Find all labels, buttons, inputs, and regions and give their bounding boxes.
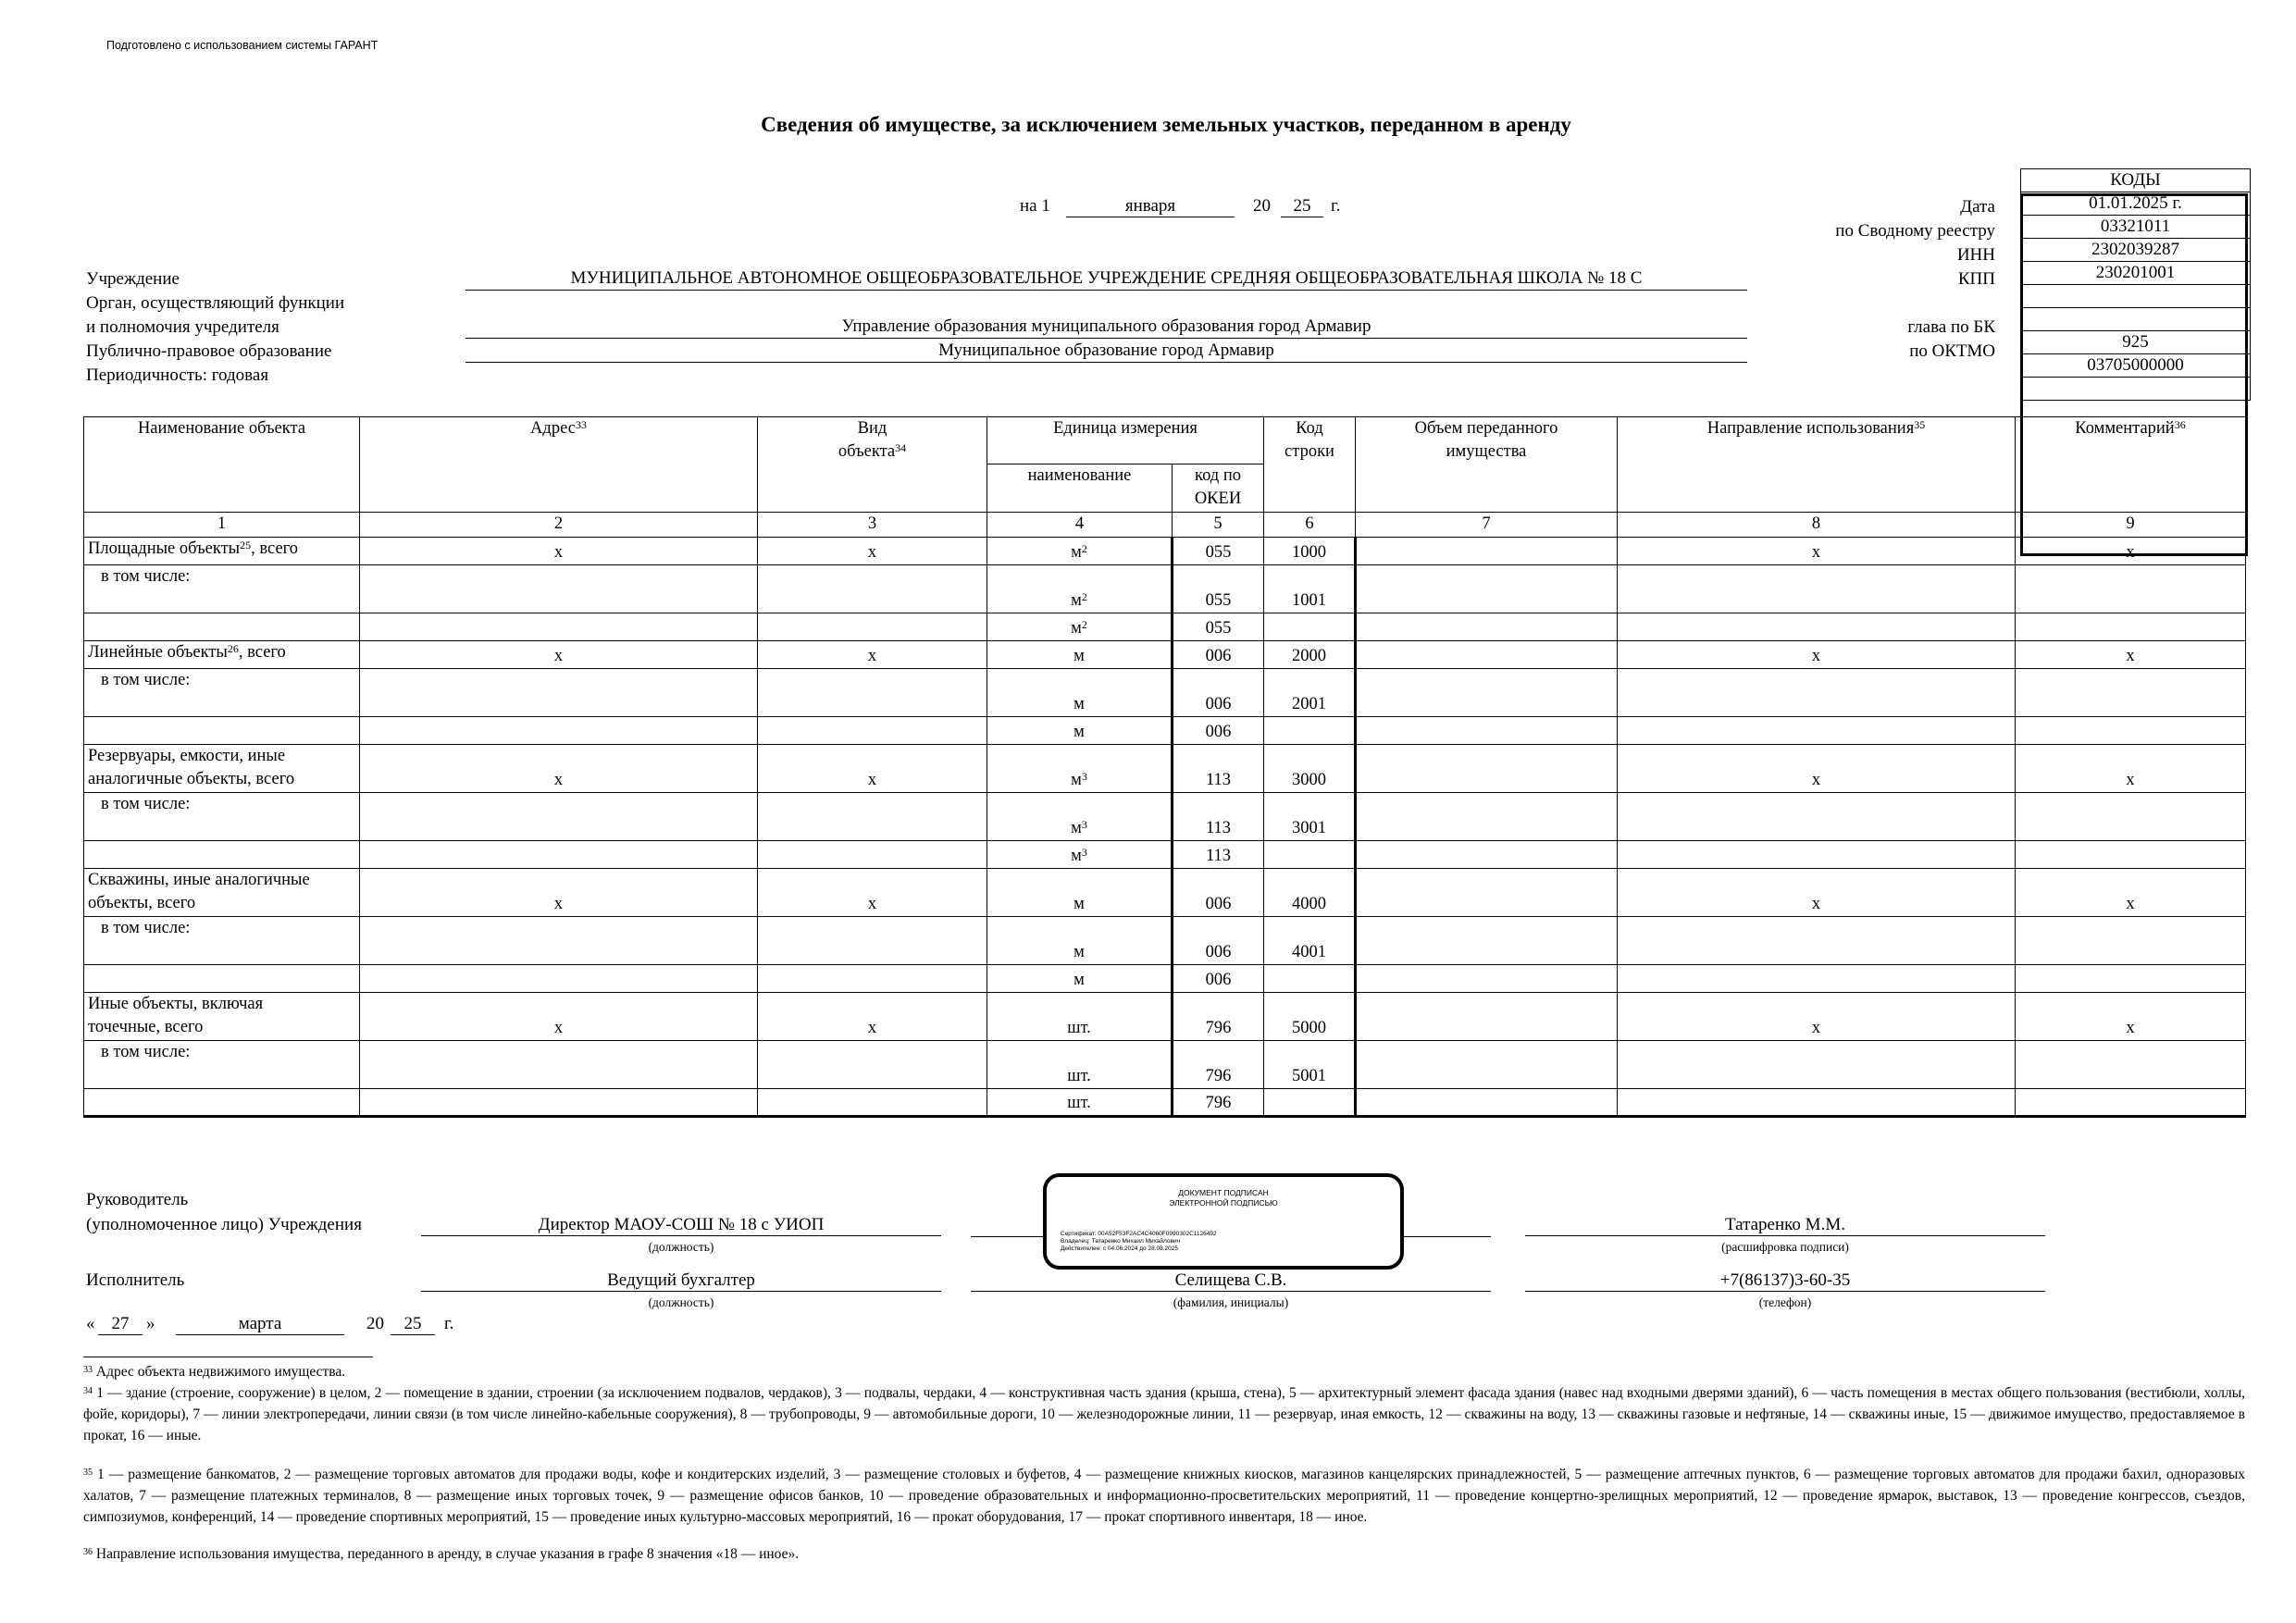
cell-unit-name <box>987 641 1173 669</box>
cell-incl-label: в том числе: <box>84 1041 360 1089</box>
col-num-9: 9 <box>2016 513 2246 538</box>
ppo-label: Публично-правовое образование <box>86 341 332 361</box>
ppo-value: Муниципальное образование город Армавир <box>465 340 1747 363</box>
row-name-line2: объекты, всего <box>88 894 196 912</box>
cell-type <box>758 669 987 717</box>
cell-address <box>360 565 758 613</box>
cell-comment <box>2016 1089 2246 1117</box>
col-num-5: 5 <box>1173 513 1264 538</box>
code-value-oktmo: 03705000000 <box>2021 354 2251 378</box>
institution-label: Учреждение <box>86 269 180 289</box>
col-num-4: 4 <box>987 513 1173 538</box>
cell-okei: 113 <box>1173 841 1264 869</box>
cell-comment <box>2016 669 2246 717</box>
executor-label: Исполнитель <box>86 1270 185 1290</box>
col-num-2: 2 <box>360 513 758 538</box>
cell-type: х <box>758 869 987 917</box>
cell-direction: х <box>1618 538 2016 565</box>
cell-type <box>758 565 987 613</box>
cell-line-code <box>1264 1089 1356 1117</box>
cell-okei: 796 <box>1173 1089 1264 1117</box>
cell-type: х <box>758 745 987 793</box>
cell-address <box>360 669 758 717</box>
cell-address: х <box>360 869 758 917</box>
row-name-tail: , всего <box>238 643 286 662</box>
row-name: Линейные объекты <box>88 643 228 662</box>
cell-volume <box>1356 841 1618 869</box>
cell-unit-name <box>987 717 1173 745</box>
code-value-empty-3 <box>2021 378 2251 401</box>
code-value-empty-1 <box>2021 285 2251 308</box>
code-value-inn: 2302039287 <box>2021 239 2251 262</box>
institution-value: МУНИЦИПАЛЬНОЕ АВТОНОМНОЕ ОБЩЕОБРАЗОВАТЕЛЬНОЕ УЧРЕЖДЕНИЕ СРЕДНЯЯ ОБЩЕОБРАЗОВАТЕЛЬНАЯ ШКОЛА № 18 С <box>465 267 1747 291</box>
cell-direction <box>1618 1089 2016 1117</box>
cell-type: х <box>758 641 987 669</box>
table-row-empty <box>84 1089 2246 1117</box>
text-fragment: 1 — здание (строение, сооружение) в целом, 2 — помещение в здании, строении (за исключением подвалов, чердаков), 3 — подвалы, чердаки, 4 — конструктивная часть здания (крыша, стена), 5 — архитектурный элемент фасада здания (навес над входными дверями зданий), 6 — часть помещения в местах общего пользования (вестибюли, холлы, фойе, коридоры), 7 — линии электропередачи, линии связи (в том числе линейно-кабельные сооружения), 8 — трубопроводы, 9 — автомобильные дороги, 10 — железнодорожные линии, 11 — резервуар, иная емкость, 12 — скважины на воду, 13 — скважины газовые и нефтяные, 14 — скважины иные, 15 — движимое имущество, предоставляемое в прокат, 16 — иные. <box>83 1385 2245 1443</box>
head-position: Директор МАОУ-СОШ № 18 с УИОП <box>421 1215 941 1236</box>
cell-object-name <box>84 841 360 869</box>
cell-direction: х <box>1618 869 2016 917</box>
cell-line-code: 2001 <box>1264 669 1356 717</box>
cell-address: х <box>360 538 758 565</box>
cell-okei: 006 <box>1173 917 1264 965</box>
superscript: 33 <box>575 418 587 431</box>
cell-type: х <box>758 993 987 1041</box>
cell-type <box>758 1089 987 1117</box>
code-label-inn: ИНН <box>1956 245 1995 265</box>
cell-okei: 113 <box>1173 793 1264 841</box>
cell-volume <box>1356 538 1618 565</box>
superscript: 2 <box>1081 618 1087 631</box>
cell-type <box>758 841 987 869</box>
superscript: 2 <box>1081 590 1087 603</box>
superscript: 34 <box>83 1386 93 1396</box>
cell-unit-name <box>987 613 1173 641</box>
cell-text: шт. <box>1067 1094 1091 1112</box>
page-title: Сведения об имуществе, за исключением земельных участков, переданном в аренду <box>761 113 1571 136</box>
th-unit: Единица измерения <box>987 417 1264 465</box>
cell-direction <box>1618 565 2016 613</box>
date-year-prefix: 20 <box>1253 196 1271 216</box>
row-name-footnote: 25 <box>240 539 252 551</box>
cell-okei: 113 <box>1173 745 1264 793</box>
code-value-kpp: 230201001 <box>2021 262 2251 285</box>
cell-text: м <box>1071 771 1082 789</box>
code-value-empty-2 <box>2021 308 2251 331</box>
cell-volume <box>1356 745 1618 793</box>
cell-comment: х <box>2016 641 2246 669</box>
executor-phone-caption: (телефон) <box>1758 1295 1812 1309</box>
code-label-registry: по Сводному реестру <box>1835 221 1995 241</box>
cell-direction: х <box>1618 993 2016 1041</box>
cell-volume <box>1356 793 1618 841</box>
cell-object-name <box>84 993 360 1041</box>
cell-line-code: 5001 <box>1264 1041 1356 1089</box>
th-unit-code <box>1173 465 1264 513</box>
cell-type <box>758 965 987 993</box>
founder-label-2: и полномочия учредителя <box>86 317 279 337</box>
cell-line-code: 3000 <box>1264 745 1356 793</box>
cell-comment <box>2016 965 2246 993</box>
cell-volume <box>1356 965 1618 993</box>
cell-volume <box>1356 717 1618 745</box>
cell-text: шт. <box>1067 1067 1091 1085</box>
cell-direction: х <box>1618 641 2016 669</box>
row-name-line1: Иные объекты, включая <box>88 995 264 1013</box>
cell-okei: 796 <box>1173 993 1264 1041</box>
table-row-empty <box>84 717 2246 745</box>
row-name: Площадные объекты <box>88 539 241 558</box>
footnote-35 <box>83 1464 2245 1528</box>
cell-address <box>360 917 758 965</box>
stamp-cert: Сертификат: 00A52F53F2AC4C4060F0990302C1126492 <box>1061 1231 1217 1237</box>
cell-volume <box>1356 565 1618 613</box>
property-table <box>83 416 2246 1118</box>
cell-comment <box>2016 917 2246 965</box>
sign-date-close: » <box>146 1314 155 1333</box>
cell-type: х <box>758 538 987 565</box>
head-label-2: (уполномоченное лицо) Учреждения <box>86 1215 362 1234</box>
text-fragment: Адрес <box>530 419 576 438</box>
table-row-detail <box>84 669 2246 717</box>
cell-volume <box>1356 613 1618 641</box>
cell-direction <box>1618 917 2016 965</box>
cell-text: м <box>1074 647 1085 665</box>
sign-date-month: марта <box>176 1314 344 1335</box>
table-row-total <box>84 538 2246 565</box>
cell-unit-name <box>987 917 1173 965</box>
cell-unit-name <box>987 565 1173 613</box>
text-fragment: имущества <box>1446 442 1527 461</box>
text-fragment: Направление использования <box>1706 419 1915 438</box>
sign-date-year: 25 <box>391 1314 435 1335</box>
footnote-36 <box>83 1543 2245 1565</box>
cell-object-name <box>84 613 360 641</box>
table-row-total <box>84 993 2246 1041</box>
th-direction <box>1618 417 2016 513</box>
cell-text: м <box>1071 847 1082 865</box>
periodicity: Периодичность: годовая <box>86 365 269 385</box>
cell-volume <box>1356 669 1618 717</box>
row-name-line2: аналогичные объекты, всего <box>88 770 295 788</box>
text-fragment: Наименование объекта <box>137 419 306 438</box>
col-num-7: 7 <box>1356 513 1618 538</box>
cell-okei: 055 <box>1173 613 1264 641</box>
code-label-oktmo: по ОКТМО <box>1909 341 1995 361</box>
row-name-line1: Резервуары, емкости, иные <box>88 747 286 765</box>
executor-phone: +7(86137)3-60-35 <box>1525 1270 2045 1292</box>
superscript: 2 <box>1081 542 1087 555</box>
cell-line-code <box>1264 717 1356 745</box>
cell-address <box>360 1041 758 1089</box>
executor-position-caption: (должность) <box>648 1295 714 1309</box>
table-row-detail <box>84 793 2246 841</box>
date-suffix: г. <box>1331 196 1341 216</box>
date-year: 25 <box>1281 196 1323 217</box>
founder-label-1: Орган, осуществляющий функции <box>86 293 345 313</box>
table-row-empty <box>84 965 2246 993</box>
text-fragment: 1 — размещение банкоматов, 2 — размещение торговых автоматов для продажи воды, кофе и кондитерских изделий, 3 — размещение столовых и буфетов, 4 — размещение книжных киосков, магазинов канцелярских принадлежностей, 5 — размещение аптечных пунктов, 6 — размещение торговых автоматов для продажи бахил, одноразовых халатов, 7 — размещение платежных терминалов, 8 — размещение иных торговых точек, 9 — размещение офисов банков, 10 — проведение образовательных и информационно-просветительских мероприятий, 11 — проведение концертно-зрелищных мероприятий, 12 — проведение ярмарок, выставок, 13 — проведение конгрессов, съездов, симпозиумов, конференций, 14 — проведение спортивных мероприятий, 15 — проведение иных культурно-массовых мероприятий, 16 — прокат оборудования, 17 — прокат спортивного инвентаря, 18 — иное. <box>83 1467 2246 1525</box>
cell-direction <box>1618 1041 2016 1089</box>
cell-line-code <box>1264 613 1356 641</box>
cell-text: м <box>1074 971 1085 989</box>
cell-unit-name <box>987 965 1173 993</box>
cell-volume <box>1356 917 1618 965</box>
cell-okei: 055 <box>1173 538 1264 565</box>
cell-direction <box>1618 717 2016 745</box>
th-volume <box>1356 417 1618 513</box>
cell-comment <box>2016 1041 2246 1089</box>
text-fragment: код по <box>1195 466 1241 485</box>
cell-address: х <box>360 993 758 1041</box>
cell-comment <box>2016 565 2246 613</box>
sign-date-day: 27 <box>98 1314 143 1335</box>
cell-address <box>360 613 758 641</box>
text-fragment: Код <box>1296 419 1323 438</box>
cell-line-code <box>1264 841 1356 869</box>
cell-unit-name <box>987 841 1173 869</box>
text-fragment: Адрес объекта недвижимого имущества. <box>95 1364 346 1380</box>
cell-direction <box>1618 669 2016 717</box>
row-name-line1: Скважины, иные аналогичные <box>88 871 310 889</box>
codes-box <box>2020 168 2251 401</box>
th-address <box>360 417 758 513</box>
cell-unit-name <box>987 669 1173 717</box>
th-line-code <box>1264 417 1356 513</box>
cell-unit-name <box>987 869 1173 917</box>
col-num-8: 8 <box>1618 513 2016 538</box>
cell-okei: 006 <box>1173 869 1264 917</box>
cell-okei: 006 <box>1173 669 1264 717</box>
cell-text: м <box>1074 695 1085 713</box>
cell-volume <box>1356 869 1618 917</box>
th-unit-name: наименование <box>987 465 1173 513</box>
cell-incl-label: в том числе: <box>84 793 360 841</box>
cell-comment <box>2016 613 2246 641</box>
cell-type <box>758 613 987 641</box>
superscript: 33 <box>83 1365 93 1375</box>
cell-address <box>360 841 758 869</box>
table-row-total <box>84 641 2246 669</box>
table-row-empty <box>84 841 2246 869</box>
text-fragment: Комментарий <box>2075 419 2175 438</box>
sign-date-suffix: г. <box>444 1314 454 1333</box>
cell-line-code: 2000 <box>1264 641 1356 669</box>
cell-comment: х <box>2016 538 2246 565</box>
cell-type <box>758 1041 987 1089</box>
cell-line-code: 4001 <box>1264 917 1356 965</box>
code-value-registry: 03321011 <box>2021 216 2251 239</box>
superscript: 35 <box>1914 418 1926 431</box>
cell-direction <box>1618 793 2016 841</box>
cell-line-code: 5000 <box>1264 993 1356 1041</box>
sign-date-year-prefix: 20 <box>366 1314 384 1333</box>
stamp-line-1: ДОКУМЕНТ ПОДПИСАН <box>1178 1188 1269 1197</box>
cell-line-code <box>1264 965 1356 993</box>
cell-text: м <box>1074 895 1085 913</box>
cell-incl-label: в том числе: <box>84 669 360 717</box>
row-name-tail: , всего <box>251 539 299 558</box>
cell-incl-label: в том числе: <box>84 565 360 613</box>
stamp-line-2: ЭЛЕКТРОННОЙ ПОДПИСЬЮ <box>1169 1198 1278 1208</box>
superscript: 3 <box>1081 846 1087 859</box>
head-label-1: Руководитель <box>86 1190 189 1209</box>
sign-date-open: « <box>86 1314 95 1333</box>
cell-line-code: 4000 <box>1264 869 1356 917</box>
table-row-detail <box>84 565 2246 613</box>
cell-object-name <box>84 538 360 565</box>
col-num-1: 1 <box>84 513 360 538</box>
codes-header: КОДЫ <box>2021 169 2251 192</box>
cell-object-name <box>84 641 360 669</box>
stamp-owner: Владелец: Татаренко Михаил Михайлович <box>1061 1238 1180 1245</box>
th-name <box>84 417 360 513</box>
cell-address: х <box>360 641 758 669</box>
th-comment <box>2016 417 2246 513</box>
head-name-caption: (расшифровка подписи) <box>1721 1240 1849 1254</box>
cell-type <box>758 917 987 965</box>
cell-text: м <box>1074 723 1085 741</box>
executor-name-caption: (фамилия, инициалы) <box>1173 1295 1289 1309</box>
head-name: Татаренко М.М. <box>1525 1215 2045 1236</box>
text-fragment: Направление использования имущества, переданного в аренду, в случае указания в графе 8 значения «18 — иное». <box>95 1546 800 1562</box>
cell-text: м <box>1071 819 1082 837</box>
cell-address <box>360 965 758 993</box>
cell-address: х <box>360 745 758 793</box>
cell-comment: х <box>2016 869 2246 917</box>
cell-direction <box>1618 613 2016 641</box>
code-value-date: 01.01.2025 г. <box>2021 192 2251 216</box>
text-fragment: Объем переданного <box>1414 419 1558 438</box>
cell-object-name <box>84 1089 360 1117</box>
cell-direction <box>1618 841 2016 869</box>
table-row-detail <box>84 917 2246 965</box>
cell-type <box>758 717 987 745</box>
code-label-kpp: КПП <box>1957 269 1995 289</box>
code-label-date: Дата <box>1960 197 1995 217</box>
superscript: 36 <box>2174 418 2186 431</box>
cell-direction <box>1618 965 2016 993</box>
row-name-line2: точечные, всего <box>88 1018 204 1036</box>
text-fragment: строки <box>1285 442 1334 461</box>
col-num-6: 6 <box>1264 513 1356 538</box>
cell-unit-name <box>987 1089 1173 1117</box>
table-row-detail <box>84 1041 2246 1089</box>
cell-type <box>758 793 987 841</box>
cell-comment: х <box>2016 993 2246 1041</box>
cell-text: м <box>1071 619 1082 638</box>
cell-comment <box>2016 841 2246 869</box>
e-signature-stamp <box>1043 1173 1404 1270</box>
superscript: 3 <box>1081 770 1087 783</box>
cell-direction: х <box>1618 745 2016 793</box>
cell-comment <box>2016 793 2246 841</box>
superscript: 3 <box>1081 818 1087 831</box>
cell-text: шт. <box>1067 1019 1091 1037</box>
footnote-33 <box>83 1361 2245 1382</box>
cell-okei: 006 <box>1173 965 1264 993</box>
cell-object-name <box>84 745 360 793</box>
cell-volume <box>1356 641 1618 669</box>
code-label-bk: глава по БК <box>1907 317 1995 337</box>
stamp-valid: Действителен: с 04.06.2024 до 28.08.2025 <box>1061 1245 1179 1252</box>
superscript: 34 <box>895 441 907 454</box>
code-value-bk: 925 <box>2021 331 2251 354</box>
cell-okei: 006 <box>1173 641 1264 669</box>
cell-object-name <box>84 717 360 745</box>
founder-value: Управление образования муниципального образования город Армавир <box>465 316 1747 339</box>
cell-unit-name <box>987 1041 1173 1089</box>
superscript: 36 <box>83 1547 93 1557</box>
cell-unit-name <box>987 793 1173 841</box>
cell-comment <box>2016 717 2246 745</box>
table-row-empty <box>84 613 2246 641</box>
col-num-3: 3 <box>758 513 987 538</box>
table-row-total <box>84 869 2246 917</box>
cell-okei: 006 <box>1173 717 1264 745</box>
cell-unit-name <box>987 993 1173 1041</box>
cell-text: м <box>1071 591 1082 610</box>
executor-position: Ведущий бухгалтер <box>421 1270 941 1292</box>
cell-object-name <box>84 965 360 993</box>
cell-address <box>360 1089 758 1117</box>
cell-text: м <box>1071 543 1082 562</box>
text-fragment: объекта <box>838 442 896 461</box>
cell-incl-label: в том числе: <box>84 917 360 965</box>
th-type <box>758 417 987 513</box>
footnote-34 <box>83 1382 2245 1446</box>
cell-volume <box>1356 1041 1618 1089</box>
cell-unit-name <box>987 538 1173 565</box>
cell-volume <box>1356 1089 1618 1117</box>
cell-okei: 055 <box>1173 565 1264 613</box>
cell-object-name <box>84 869 360 917</box>
date-month: января <box>1066 196 1235 217</box>
cell-comment: х <box>2016 745 2246 793</box>
text-fragment: ОКЕИ <box>1194 489 1242 508</box>
head-position-caption: (должность) <box>648 1240 714 1254</box>
cell-line-code: 3001 <box>1264 793 1356 841</box>
row-name-footnote: 26 <box>227 642 239 655</box>
date-prefix: на 1 <box>1020 196 1050 216</box>
cell-text: м <box>1074 943 1085 961</box>
cell-volume <box>1356 993 1618 1041</box>
executor-name: Селищева С.В. <box>971 1270 1491 1292</box>
cell-address <box>360 793 758 841</box>
cell-unit-name <box>987 745 1173 793</box>
table-row-total <box>84 745 2246 793</box>
garant-note: Подготовлено с использованием системы ГАРАНТ <box>106 39 379 52</box>
cell-address <box>360 717 758 745</box>
cell-okei: 796 <box>1173 1041 1264 1089</box>
cell-line-code: 1001 <box>1264 565 1356 613</box>
superscript: 35 <box>83 1468 93 1478</box>
text-fragment: Вид <box>857 419 887 438</box>
cell-line-code: 1000 <box>1264 538 1356 565</box>
